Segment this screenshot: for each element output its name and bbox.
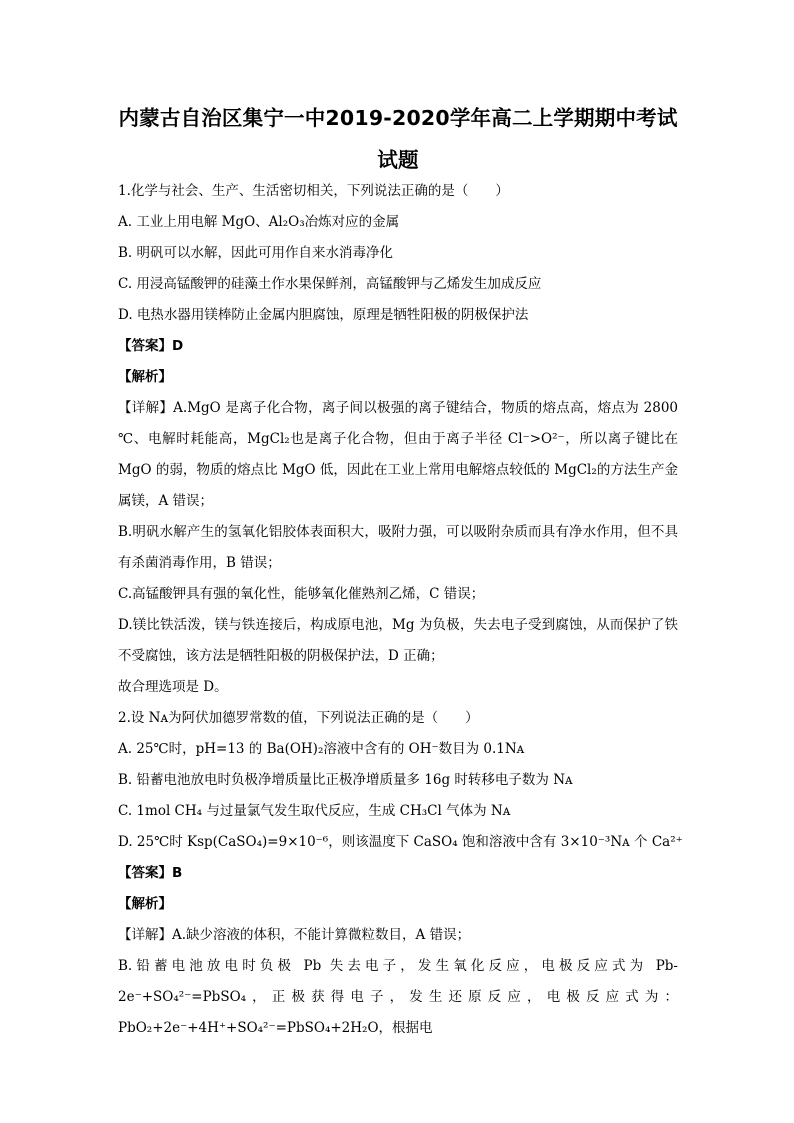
question-2-option-c: C. 1mol CH₄ 与过量氯气发生取代反应，生成 CH₃Cl 气体为 Nᴀ — [118, 803, 511, 819]
question-2-analysis-label: 【解析】 — [118, 896, 172, 912]
question-2-stem: 2.设 Nᴀ为阿伏加德罗常数的值，下列说法正确的是（ ） — [118, 710, 479, 726]
question-2-detail-b: B.铅蓄电池放电时负极 Pb 失去电子，发生氧化反应，电极反应式为 Pb-2e⁻+SO₄²⁻=PbSO₄，正极获得电子，发生还原反应，电极反应式为：PbO₂+2e⁻+4H⁺+SO₄²⁻=PbSO₄+2H₂O，根据电 — [118, 958, 678, 1036]
question-1-detail-a: 【详解】A.MgO 是离子化合物，离子间以极强的离子键结合，物质的熔点高，熔点为 2800 ℃、电解时耗能高，MgCl₂也是离子化合物，但由于离子半径 Cl⁻>O²⁻，所以离子键比在 MgO 的弱，物质的熔点比 MgO 低，因此在工业上常用电解熔点较低的 MgCl₂的方法生产金属镁，A 错误； — [118, 400, 678, 509]
question-2-detail-a: 【详解】A.缺少溶液的体积，不能计算微粒数目，A 错误； — [118, 927, 471, 943]
question-1-detail-d: D.镁比铁活泼，镁与铁连接后，构成原电池，Mg 为负极，失去电子受到腐蚀，从而保护了铁不受腐蚀，该方法是牺牲阳极的阴极保护法，D 正确； — [118, 617, 678, 664]
question-2 — [118, 703, 683, 1044]
question-1-answer: 【答案】D — [118, 338, 184, 354]
question-1-conclusion: 故合理选项是 D。 — [118, 679, 228, 695]
question-1-stem: 1.化学与社会、生产、生活密切相关，下列说法正确的是（ ） — [118, 183, 509, 199]
question-1-option-d: D. 电热水器用镁棒防止金属内胆腐蚀，原理是牺牲阳极的阴极保护法 — [118, 307, 529, 323]
question-2-option-a: A. 25℃时，pH=13 的 Ba(OH)₂溶液中含有的 OH⁻数目为 0.1Nᴀ — [118, 741, 525, 757]
question-2-answer: 【答案】B — [118, 865, 183, 881]
question-2-option-b: B. 铅蓄电池放电时负极净增质量比正极净增质量多 16g 时转移电子数为 Nᴀ — [118, 772, 573, 788]
question-1 — [118, 176, 678, 703]
question-1-analysis-label: 【解析】 — [118, 369, 172, 385]
question-1-option-a: A. 工业上用电解 MgO、Al₂O₃冶炼对应的金属 — [118, 214, 400, 230]
question-2-option-d: D. 25℃时 Ksp(CaSO₄)=9×10⁻⁶，则该温度下 CaSO₄ 饱和溶液中含有 3×10⁻³Nᴀ 个 Ca²⁺ — [118, 834, 683, 850]
question-1-option-b: B. 明矾可以水解，因此可用作自来水消毒净化 — [118, 245, 394, 261]
document-title-line1: 内蒙古自治区集宁一中2019-2020学年高二上学期期中考试 — [118, 106, 678, 130]
document-page — [118, 98, 683, 1044]
question-1-detail-b: B.明矾水解产生的氢氧化铝胶体表面积大，吸附力强，可以吸附杂质而具有净水作用，但不具有杀菌消毒作用，B 错误； — [118, 524, 678, 571]
document-title-line2: 试题 — [377, 148, 419, 172]
question-1-detail-c: C.高锰酸钾具有强的氧化性，能够氧化催熟剂乙烯，C 错误； — [118, 586, 485, 602]
question-1-option-c: C. 用浸高锰酸钾的硅藻土作水果保鲜剂，高锰酸钾与乙烯发生加成反应 — [118, 276, 542, 292]
